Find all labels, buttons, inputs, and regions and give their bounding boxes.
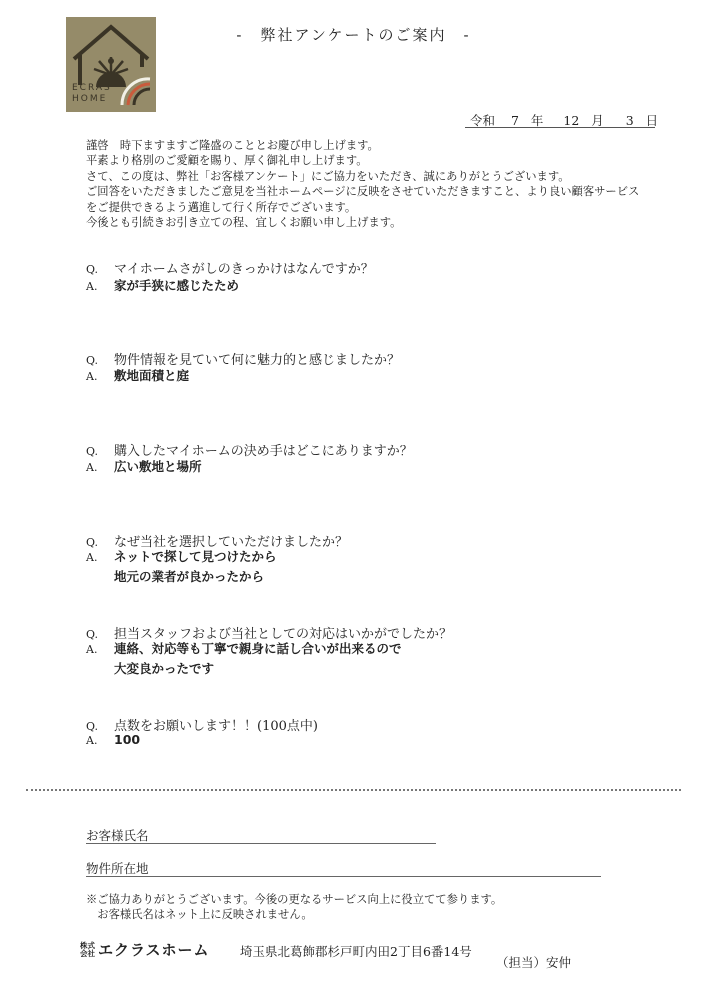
date-underline — [465, 127, 655, 128]
letter-line: 謹啓 時下ますますご隆盛のこととお慶び申し上げます。 — [86, 139, 379, 152]
note-line: お客様氏名はネット上に反映されません。 — [86, 908, 313, 922]
question-text: なぜ当社を選択していただけましたか？ — [114, 535, 349, 550]
company-prefix-top: 株式 — [80, 940, 95, 950]
a-mark: A. — [86, 551, 98, 564]
page-title: - 弊社アンケートのご案内 - — [236, 26, 471, 44]
answer-5 — [86, 639, 402, 677]
date-day: 3 — [625, 113, 634, 128]
company-name-block — [80, 939, 210, 960]
q-mark: Q. — [86, 263, 98, 276]
date-year: 7 — [510, 113, 519, 128]
q-mark: Q. — [86, 445, 98, 458]
contact-person: （担当）安仲 — [496, 955, 572, 970]
note-line: ※ご協力ありがとうございます。今後の更なるサービス向上に役立てて参ります。 — [86, 893, 503, 906]
company-address: 埼玉県北葛飾郡杉戸町内田2丁目6番14号 — [240, 944, 472, 959]
dotted-separator — [26, 789, 681, 791]
property-location-field[interactable] — [86, 876, 601, 877]
answer-3 — [86, 457, 202, 475]
answer-6 — [86, 732, 140, 747]
q-mark: Q. — [86, 354, 98, 367]
answer-1 — [86, 276, 239, 294]
date-era: 令和 — [470, 113, 496, 128]
letter-line: 平素より格別のご愛顧を賜り、厚く御礼申し上げます。 — [86, 154, 368, 168]
question-text: 担当スタッフおよび当社としての対応はいかがでしたか？ — [114, 627, 453, 642]
answer-text: 家が手狭に感じたため — [114, 278, 240, 293]
a-mark: A. — [86, 643, 98, 656]
question-text: 購入したマイホームの決め手はどこにありますか？ — [114, 444, 413, 459]
date-year-unit: 年 — [530, 113, 544, 128]
a-mark: A. — [86, 734, 98, 747]
question-text: 点数をお願いします！！(100点中) — [114, 719, 318, 734]
answer-2 — [86, 366, 189, 384]
a-mark: A. — [86, 280, 98, 293]
q-mark: Q. — [86, 628, 98, 641]
footer-note — [86, 892, 502, 923]
answer-text: 地元の業者が良かったから — [114, 569, 265, 584]
company-prefix-bottom: 会社 — [80, 948, 95, 958]
customer-name-label: お客様氏名 — [86, 828, 149, 843]
company-prefix — [80, 942, 98, 958]
a-mark: A. — [86, 461, 98, 474]
date-day-unit: 日 — [645, 113, 659, 128]
property-location-label: 物件所在地 — [86, 861, 149, 876]
question-text: 物件情報を見ていて何に魅力的と感じましたか？ — [114, 353, 401, 368]
date-month: 12 — [563, 113, 580, 128]
q-mark: Q. — [86, 536, 98, 549]
greeting-letter — [86, 138, 686, 230]
logo-text-home: HOME — [72, 94, 108, 104]
answer-text: 大変良かったです — [114, 661, 215, 676]
answer-text: ネットで探して見つけたから — [114, 549, 277, 564]
company-name: エクラスホーム — [98, 941, 210, 959]
letter-line: ご回答をいただきましたご意見を当社ホームページに反映をさせていただきますこと、より良い顧客サービス — [86, 185, 640, 199]
answer-text: 敷地面積と庭 — [114, 368, 190, 383]
question-1 — [86, 258, 374, 277]
answer-4 — [86, 547, 277, 585]
letter-line: をご提供できるよう邁進して行く所存でございます。 — [86, 200, 357, 214]
logo-text-ecras: ECRAS — [72, 83, 112, 93]
letter-line: 今後とも引続きお引き立ての程、宜しくお願い申し上げます。 — [86, 216, 402, 230]
q-mark: Q. — [86, 720, 98, 733]
date-month-unit: 月 — [591, 113, 604, 128]
question-text: マイホームさがしのきっかけはなんですか？ — [114, 262, 374, 277]
answer-text: 連絡、対応等も丁寧で親身に話し合いが出来るので — [114, 641, 402, 656]
a-mark: A. — [86, 370, 98, 383]
answer-text: 100 — [114, 732, 141, 747]
answer-text: 広い敷地と場所 — [114, 459, 202, 474]
letter-line: さて、この度は、弊社「お客様アンケート」にご協力をいただき、誠にありがとうございます。 — [86, 169, 570, 183]
customer-name-field[interactable] — [86, 843, 436, 844]
